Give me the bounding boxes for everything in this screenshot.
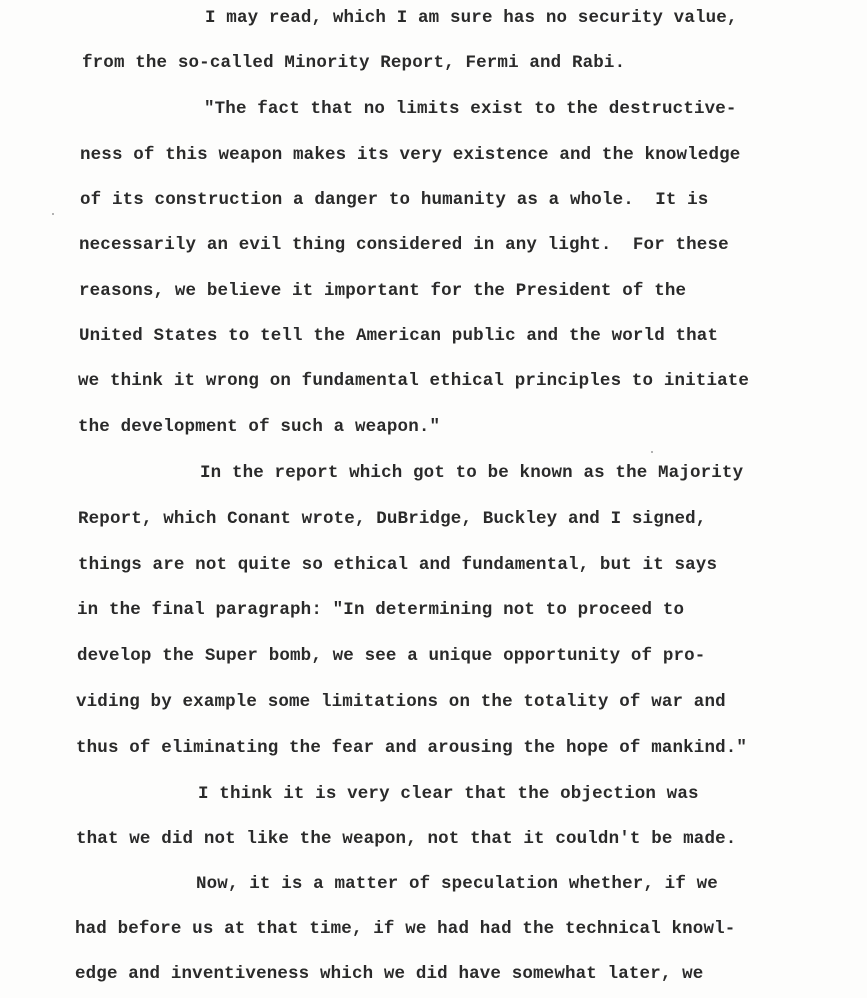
text-line: from the so-called Minority Report, Fermi and Rabi. xyxy=(82,53,626,73)
text-line: we think it wrong on fundamental ethical principles to initiate xyxy=(78,371,750,391)
text-line: United States to tell the American public and the world that xyxy=(79,326,719,346)
text-line: that we did not like the weapon, not that it couldn't be made. xyxy=(76,829,737,849)
text-line: things are not quite so ethical and fundamental, but it says xyxy=(78,555,718,575)
text-line: Now, it is a matter of speculation whether, if we xyxy=(196,874,718,894)
text-line: necessarily an evil thing considered in any light. For these xyxy=(79,235,729,255)
text-line: the development of such a weapon." xyxy=(78,417,441,437)
text-line: had before us at that time, if we had had the technical knowl- xyxy=(75,919,736,939)
text-line: I think it is very clear that the objection was xyxy=(198,784,699,804)
text-line: of its construction a danger to humanity as a whole. It is xyxy=(80,190,709,210)
text-line: thus of eliminating the fear and arousing the hope of mankind." xyxy=(76,738,748,758)
text-line: "The fact that no limits exist to the destructive- xyxy=(204,99,737,119)
text-line: Report, which Conant wrote, DuBridge, Buckley and I signed, xyxy=(78,509,707,529)
paper-speck xyxy=(651,451,653,453)
text-line: In the report which got to be known as the Majority xyxy=(200,463,744,483)
text-line: edge and inventiveness which we did have somewhat later, we xyxy=(75,964,704,984)
paper-speck xyxy=(52,213,54,215)
text-line: reasons, we believe it important for the President of the xyxy=(79,281,687,301)
text-line: in the final paragraph: "In determining not to proceed to xyxy=(77,600,685,620)
text-line: ness of this weapon makes its very existence and the knowledge xyxy=(80,145,741,165)
text-line: develop the Super bomb, we see a unique opportunity of pro- xyxy=(77,646,706,666)
text-line: I may read, which I am sure has no security value, xyxy=(205,8,738,28)
text-line: viding by example some limitations on the totality of war and xyxy=(76,692,726,712)
